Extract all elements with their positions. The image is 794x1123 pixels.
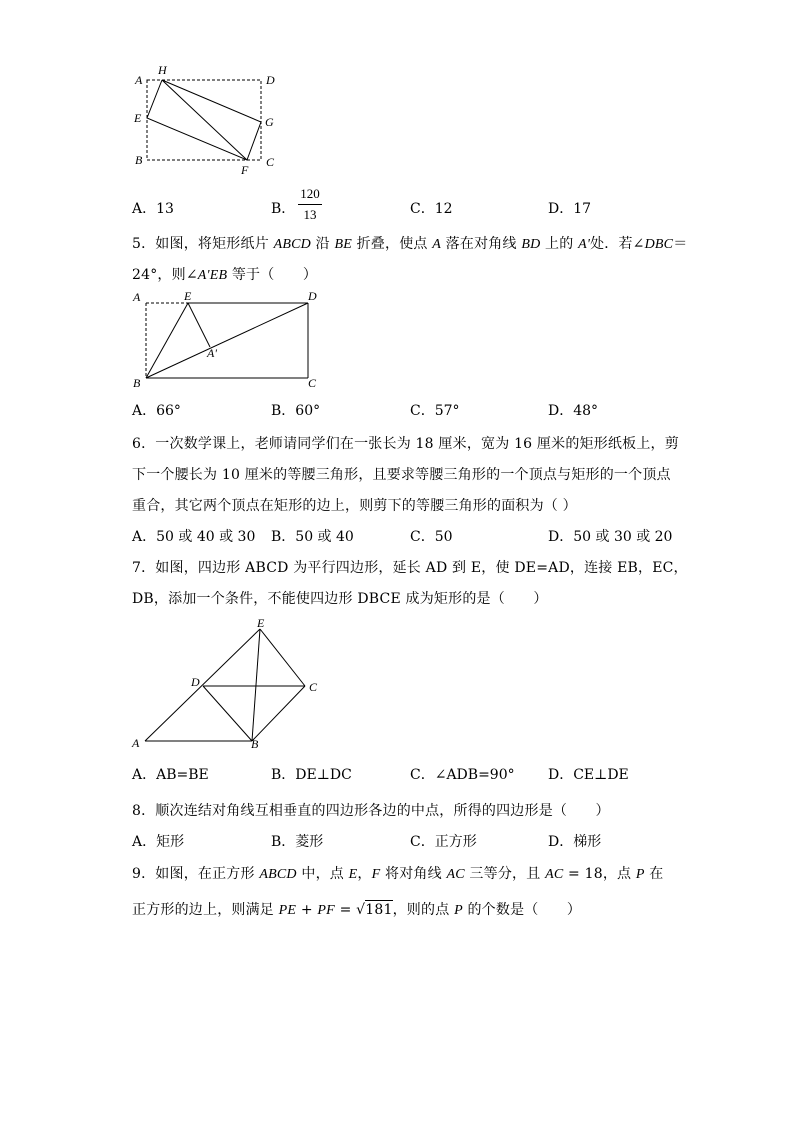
math: P bbox=[635, 867, 645, 882]
text: ＝ bbox=[673, 236, 688, 252]
q4-option-c[interactable]: C．12 bbox=[410, 201, 453, 217]
fraction-denominator: 13 bbox=[303, 207, 317, 222]
fig7-label-e: E bbox=[257, 616, 265, 630]
q6-text-line1: 6．一次数学课上，老师请同学们在一张长为 18 厘米，宽为 16 厘米的矩形纸板上，剪 bbox=[132, 436, 679, 452]
fig4-label-d: D bbox=[266, 73, 275, 87]
math: F bbox=[371, 867, 381, 882]
math: P bbox=[454, 903, 463, 918]
math: BE bbox=[334, 237, 352, 252]
math: A'EB bbox=[197, 268, 228, 283]
fig7-label-a: A bbox=[132, 736, 140, 750]
sqrt-radicand: 181 bbox=[365, 902, 393, 918]
text: 在 bbox=[644, 866, 664, 882]
fig7-label-c: C bbox=[309, 680, 318, 694]
q8-text-line1: 8．顺次连结对角线互相垂直的四边形各边的中点，所得的四边形是（ ） bbox=[132, 803, 610, 819]
text: 5．如图，将矩形纸片 bbox=[132, 236, 274, 252]
q7-option-b[interactable]: B．DE⊥DC bbox=[271, 767, 352, 783]
fig7-label-d: D bbox=[191, 675, 200, 689]
q7-option-a[interactable]: A．AB=BE bbox=[132, 767, 209, 783]
fig4-label-c: C bbox=[266, 155, 275, 169]
q7-text-line2: DB，添加一个条件，不能使四边形 DBCE 成为矩形的是（ ） bbox=[132, 591, 548, 607]
q9-text-line2 bbox=[132, 899, 581, 919]
q9-text-line1 bbox=[132, 863, 664, 883]
text: 等于（ ） bbox=[227, 267, 318, 283]
fig4-label-f: F bbox=[241, 163, 249, 177]
text: ，则的点 bbox=[392, 902, 455, 918]
q8-option-a[interactable]: A．矩形 bbox=[132, 834, 185, 850]
q7-option-c[interactable]: C．∠ADB=90° bbox=[410, 767, 515, 783]
math: + bbox=[296, 902, 318, 918]
text: 的个数是（ ） bbox=[462, 902, 582, 918]
math: A bbox=[432, 237, 442, 252]
q6-option-c[interactable]: C．50 bbox=[410, 529, 453, 545]
fig5-label-a: A bbox=[133, 290, 141, 304]
math: BD bbox=[521, 237, 541, 252]
text: 三等分，且 bbox=[464, 866, 546, 882]
fig4-label-b: B bbox=[135, 153, 143, 167]
q8-option-c[interactable]: C．正方形 bbox=[410, 834, 477, 850]
q8-option-b[interactable]: B．菱形 bbox=[271, 834, 324, 850]
text: 将对角线 bbox=[380, 866, 447, 882]
math: PF bbox=[317, 903, 335, 918]
math: PE bbox=[278, 903, 297, 918]
math: = 18 bbox=[563, 866, 603, 882]
fig5-label-b: B bbox=[133, 376, 141, 390]
text: 24°，则∠ bbox=[132, 267, 198, 283]
fig5-label-e: E bbox=[184, 289, 192, 303]
q5-option-b[interactable]: B．60° bbox=[271, 403, 321, 419]
math: = bbox=[334, 902, 357, 918]
q5-option-c[interactable]: C．57° bbox=[410, 403, 460, 419]
sqrt-symbol: √ bbox=[356, 902, 366, 918]
q5-option-d[interactable]: D．48° bbox=[548, 403, 599, 419]
text: 折叠，使点 bbox=[351, 236, 433, 252]
text: 9．如图，在正方形 bbox=[132, 866, 260, 882]
text: ， bbox=[357, 866, 372, 882]
math: ABCD bbox=[273, 237, 311, 252]
text: ，点 bbox=[602, 866, 636, 882]
text: 沿 bbox=[310, 236, 335, 252]
fig5-label-d: D bbox=[308, 289, 317, 303]
math: DBC bbox=[644, 237, 674, 252]
math: ABCD bbox=[259, 867, 297, 882]
q4-option-d[interactable]: D．17 bbox=[548, 201, 592, 217]
q6-option-b[interactable]: B．50 或 40 bbox=[271, 529, 354, 545]
q7-option-d[interactable]: D．CE⊥DE bbox=[548, 767, 629, 783]
fig5-label-a-prime: A' bbox=[207, 346, 217, 360]
math: AC bbox=[545, 867, 564, 882]
fig5-label-c: C bbox=[308, 376, 317, 390]
fig7-label-b: B bbox=[251, 737, 259, 751]
fraction-numerator: 120 bbox=[300, 186, 320, 201]
q8-option-d[interactable]: D．梯形 bbox=[548, 834, 602, 850]
math: AC bbox=[446, 867, 465, 882]
text: 处．若∠ bbox=[590, 236, 645, 252]
fig4-label-a: A bbox=[135, 73, 143, 87]
math: E bbox=[348, 867, 358, 882]
q6-option-a[interactable]: A．50 或 40 或 30 bbox=[132, 529, 256, 545]
text: 上的 bbox=[540, 236, 579, 252]
q7-text-line1: 7．如图，四边形 ABCD 为平行四边形，延长 AD 到 E，使 DE=AD，连接 EB，EC， bbox=[132, 560, 688, 576]
math: A' bbox=[578, 237, 591, 252]
text: 中，点 bbox=[296, 866, 349, 882]
text: 正方形的边上，则满足 bbox=[132, 902, 279, 918]
fig4-label-h: H bbox=[158, 63, 167, 77]
q6-option-d[interactable]: D．50 或 30 或 20 bbox=[548, 529, 673, 545]
q6-text-line3: 重合，其它两个顶点在矩形的边上，则剪下的等腰三角形的面积为（ ） bbox=[132, 498, 577, 514]
text: 落在对角线 bbox=[441, 236, 522, 252]
fig4-label-g: G bbox=[265, 115, 274, 129]
fig4-label-e: E bbox=[134, 111, 142, 125]
q4-option-b[interactable]: B． bbox=[271, 201, 296, 217]
q5-option-a[interactable]: A．66° bbox=[132, 403, 181, 419]
q6-text-line2: 下一个腰长为 10 厘米的等腰三角形，且要求等腰三角形的一个顶点与矩形的一个顶点 bbox=[132, 467, 671, 483]
q4-option-a[interactable]: A．13 bbox=[132, 201, 174, 217]
